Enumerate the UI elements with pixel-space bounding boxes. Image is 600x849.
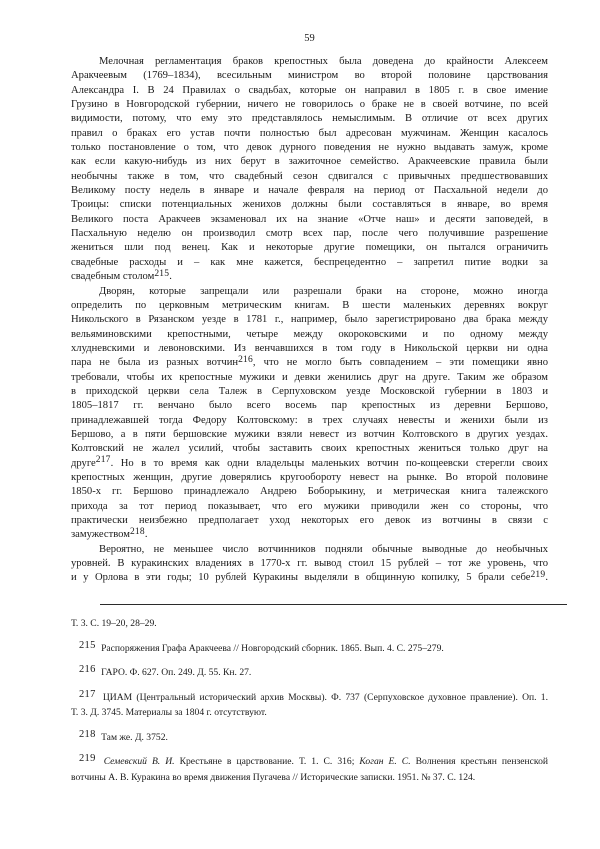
text-segment: крепостных женщин, другие доверялись кругообороту невест на рынке. Во второй половине bbox=[71, 471, 548, 483]
footnote-item bbox=[71, 690, 548, 721]
footnote-ref: 215 bbox=[154, 268, 170, 279]
text-line bbox=[71, 371, 548, 385]
text-line bbox=[71, 641, 548, 657]
text-line bbox=[71, 84, 548, 98]
footnote-ref: 218 bbox=[129, 526, 145, 537]
text-line bbox=[71, 471, 548, 485]
text-segment: хлудневскими и левоновскими. Из венчавшихся в том году в Никольской церкви ни одна bbox=[71, 342, 548, 354]
italic-text: Коган Е. С. bbox=[359, 756, 411, 767]
text-segment: и у Орлова в эти годы; 10 рублей Куракины выделяли в общинную копилку, 5 брали себе bbox=[71, 572, 531, 584]
text-segment: Волнения крестьян пензенской bbox=[410, 756, 548, 767]
text-segment: вотчины А. В. Куракина во время движения Пугачева // Исторические записки. 1951. № 37. С. 124. bbox=[71, 771, 476, 783]
footnote-marker: 217 bbox=[79, 688, 96, 700]
text-segment: уровней. В куракинских владениях в 1770-х гг. вывод стоил 15 рублей – тот же уровень, что bbox=[71, 558, 548, 570]
text-line bbox=[71, 414, 548, 428]
text-segment: свадебным столом bbox=[71, 271, 155, 283]
text-segment: замужеством bbox=[71, 529, 130, 541]
text-line bbox=[71, 485, 548, 499]
text-line bbox=[71, 770, 548, 786]
text-segment: 1850-х гг. Бершово принадлежало Андрею Боборыкину, и метрическая книга талежского bbox=[71, 486, 548, 498]
text-segment: ЦИАМ (Центральный исторический архив Москвы). Ф. 737 (Серпуховское духовное правление). Оп. 1. bbox=[102, 691, 548, 703]
text-segment: определить по церковным метрическим книгам. В шести маленьких деревнях вокруг bbox=[71, 299, 548, 311]
text-line bbox=[71, 754, 548, 770]
text-segment: Дворян, которые запрещали или разрешали браки на стороне, можно иногда bbox=[99, 285, 548, 297]
text-line bbox=[71, 356, 548, 370]
text-line bbox=[71, 241, 548, 255]
text-line bbox=[71, 213, 548, 227]
text-line bbox=[71, 227, 548, 241]
text-segment: друге bbox=[71, 457, 96, 469]
text-segment: Крестьяне в царствование. Т. 1. С. 316; bbox=[174, 756, 360, 767]
text-segment: Распоряжения Графа Аракчеева // Новгородский сборник. 1865. Вып. 4. С. 275–279. bbox=[101, 642, 444, 654]
footnote-marker: 215 bbox=[79, 639, 96, 651]
text-segment: необычны также в том, что свадебный сезон сдвигался с привычных предшествовавших bbox=[71, 170, 548, 182]
text-segment: прихода за тот период показывает, что его мужики приводили жен со стороны, что bbox=[71, 500, 548, 512]
text-segment: Бершово, а в пяти бершовские мужики взяли невест из вотчин Колтовского в других уездах. bbox=[71, 428, 548, 440]
text-segment: Александра I. В 24 Правилах о свадьбах, которые он направил в 1805 г. в свое имение bbox=[71, 84, 548, 96]
page-number: 59 bbox=[304, 33, 315, 44]
text-segment: принадлежавшей тогда Федору Колтовскому: в трех случаях невесты и женихи были из bbox=[71, 414, 548, 426]
text-line bbox=[71, 127, 548, 141]
text-line bbox=[71, 500, 548, 514]
text-segment: жениться шли под венец. Как и некоторые другие помещики, он пытался ограничить bbox=[71, 242, 548, 254]
text-segment: ГАРО. Ф. 627. Оп. 249. Д. 55. Кн. 27. bbox=[101, 667, 252, 678]
text-line bbox=[71, 256, 548, 270]
text-line bbox=[71, 557, 548, 571]
text-segment: Колтовский не жалел усилий, чтобы заставить своих крепостных жениться только друг на bbox=[71, 443, 548, 455]
text-segment: Троицы: списки потенциальных женихов должны были составляться в январе, во время bbox=[71, 199, 548, 211]
text-segment: Т. 3. С. 19–20, 28–29. bbox=[71, 618, 157, 629]
text-segment: . bbox=[144, 529, 148, 541]
text-segment: Грузино в Новгородской губернии, ничего не говорилось о браке не в своей вотчине, по всей bbox=[71, 99, 548, 111]
text-segment: Никольского в Рязанском уезде в 1781 г., например, было зарегистрировано два брака между bbox=[71, 314, 548, 326]
text-segment: Т. 3. Д. 3745. Материалы за 1804 г. отсутствуют. bbox=[71, 707, 267, 718]
text-line bbox=[71, 428, 548, 442]
text-segment: Пасхальную неделю он производил смотр всех пар, после чего получившие разрешение bbox=[71, 228, 548, 240]
text-segment: , что не могло быть совпадением – эти помещики явно bbox=[252, 357, 548, 369]
text-segment: правил о браках его устав почти полностью был адресован мужчинам. Женщин касалось bbox=[71, 127, 548, 139]
footnote-ref: 217 bbox=[95, 455, 111, 466]
text-line bbox=[71, 690, 548, 706]
paragraph bbox=[71, 55, 548, 285]
text-line bbox=[71, 665, 548, 681]
text-line bbox=[71, 616, 548, 632]
text-segment: Великого поста Аракчеев экзаменовал их на знание «Отче наш» и десяти заповедей, в bbox=[71, 213, 548, 225]
footnote-item bbox=[71, 641, 548, 657]
text-segment: вельяминовскими крепостными, четыре между окороковскими и по одному между bbox=[71, 328, 548, 340]
text-line bbox=[71, 705, 548, 721]
text-line bbox=[71, 112, 548, 126]
body-text bbox=[71, 55, 548, 586]
text-line bbox=[71, 399, 548, 413]
text-line bbox=[71, 270, 548, 284]
text-segment: в приходской церкви села Талеж в Серпуховском уезде Московской губернии в 1803 и bbox=[71, 385, 548, 397]
footnote-item bbox=[71, 616, 548, 632]
text-line bbox=[71, 313, 548, 327]
text-line bbox=[71, 730, 548, 746]
text-segment: Аракчеевым (1769–1834), всесильным министром во второй половине царствования bbox=[71, 70, 548, 82]
footnote-marker: 218 bbox=[79, 728, 96, 740]
footnote-marker: 219 bbox=[79, 753, 96, 764]
text-line bbox=[71, 98, 548, 112]
text-line bbox=[71, 299, 548, 313]
text-line bbox=[71, 342, 548, 356]
text-segment: только постановление о том, что девок дурного поведения не нужно выдавать замуж, кроме bbox=[71, 142, 548, 154]
footnote-item bbox=[71, 665, 548, 681]
text-segment: 1805–1817 гг. венчано было всего восемь пар крепостных из деревни Бершово, bbox=[71, 400, 548, 412]
text-line bbox=[71, 170, 548, 184]
text-line bbox=[71, 141, 548, 155]
text-line bbox=[71, 571, 548, 585]
text-segment: Великому посту недель в январе и начале февраля на период от Пасхальной недели до bbox=[71, 185, 548, 197]
paragraph bbox=[71, 543, 548, 586]
text-line bbox=[71, 442, 548, 456]
text-segment: . Но в то время как одни владельцы маленьких вотчин по-кощеевски стерегли своих bbox=[110, 457, 548, 469]
text-segment: практически неизбежно предполагает уход некоторых его девок из вотчины в связи с bbox=[71, 515, 548, 526]
text-segment: . bbox=[169, 271, 172, 283]
paragraph bbox=[71, 285, 548, 543]
text-segment: требовали, чтобы их крепостные мужики и девки женились друг на друге. Таким же образом bbox=[71, 371, 548, 383]
text-segment: видимости, потому, что ему это представлялось немыслимым. В отличие от всех других bbox=[71, 113, 548, 125]
text-segment: Мелочная регламентация браков крепостных была доведена до крайности Алексеем bbox=[99, 56, 548, 67]
footnotes-section bbox=[71, 616, 548, 794]
text-line bbox=[71, 543, 548, 557]
text-line bbox=[71, 69, 548, 83]
italic-text: Семевский В. И. bbox=[103, 756, 175, 767]
footnote-separator bbox=[100, 604, 567, 605]
footnote-ref: 219 bbox=[530, 569, 546, 580]
text-segment: Вероятно, не меньшее число вотчинников подняли обычные выводные до необычных bbox=[99, 543, 548, 555]
text-line bbox=[71, 328, 548, 342]
text-line bbox=[71, 184, 548, 198]
footnote-item bbox=[71, 730, 548, 746]
footnote-item bbox=[71, 754, 548, 785]
footnote-marker: 216 bbox=[79, 664, 96, 675]
text-segment: пара не была из разных вотчин bbox=[71, 357, 239, 369]
text-segment: . bbox=[545, 572, 548, 584]
text-line bbox=[71, 55, 548, 69]
text-line bbox=[71, 528, 548, 542]
text-segment: свадебные расходы и – как мне кажется, беспрецедентно – запретил питие водки за bbox=[71, 256, 548, 268]
text-segment: Там же. Д. 3752. bbox=[101, 731, 168, 743]
text-line bbox=[71, 198, 548, 212]
text-line bbox=[71, 457, 548, 471]
text-line bbox=[71, 155, 548, 169]
text-line bbox=[71, 385, 548, 399]
text-segment: как если какую-нибудь из них берут в зажиточное семейство. Аракчеевские правила были bbox=[71, 156, 548, 168]
text-line bbox=[71, 285, 548, 299]
footnote-ref: 216 bbox=[238, 354, 253, 365]
